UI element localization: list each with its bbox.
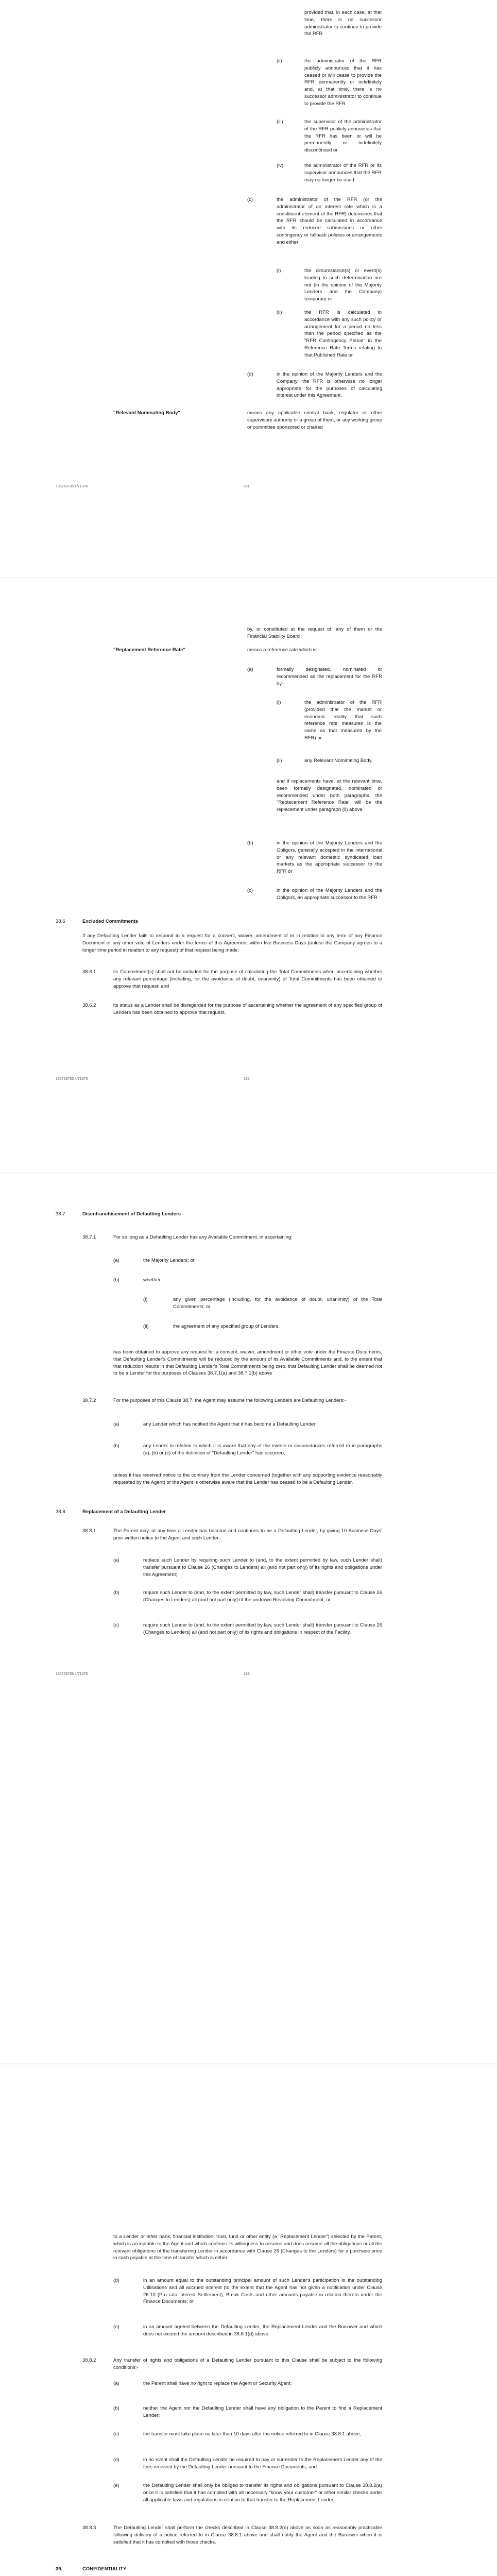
clause-ii: the administrator of the RFR publicly announces that it has ceased or will cease to provide the RFR permanently or indefinitely and, at that time, there is no successor administrator to continue to provide the RFR: [304, 58, 382, 107]
item-letter: (e): [113, 2483, 119, 2488]
item-letter: (b): [113, 1590, 119, 1596]
item-letter: (c): [247, 197, 253, 202]
subsection-tail: has been obtained to approve any request for a consent, waiver, amendment or other vote under the Finance Documents, that Defaulting Lender's Commitments will be reduced by the amount of its Available Commitments and, to the extent that that reduction results in that Defaulting Lender's Total Commitments being zero, that Defaulting Lender shall be deemed not to be a Lender for the purposes of Clauses 38.7.1(a) and 38.7.1(b) above: [113, 1349, 382, 1377]
item-letter: (c): [113, 1622, 119, 1628]
item-letter: (b): [113, 1277, 119, 1283]
page-break: [0, 577, 497, 578]
subsection-body: For the purposes of this Clause 38.7, the Agent may assume the following Lenders are Defaulting Lenders:-: [113, 1398, 347, 1403]
page-break: [0, 1172, 497, 1173]
item-letter: (d): [113, 2278, 119, 2283]
item-letter: (b): [247, 840, 253, 846]
item-number: (i): [143, 1297, 148, 1302]
item-letter: (d): [113, 2457, 119, 2463]
clause-d: in an amount equal to the outstanding principal amount of such Lender's participation in the outstanding Utilisations and all accrued interest (to the extent that the Agent has not given a notification under Clause 26.10 (Pro rata interest Settlement), Break Costs and other amounts payable in relation thereto under the Finance Documents; or: [143, 2278, 382, 2305]
clause-d: in no event shall the Defaulting Lender be required to pay or surrender to the Replacement Lender any of the fees received by the Defaulting Lender pursuant to the Finance Documents; and: [143, 2457, 382, 2470]
subsection-body: its status as a Lender shall be disregarded for the purpose of ascertaining whether the agreement of any specified group of Lenders has been obtained to approve that request.: [113, 1003, 382, 1015]
clause-a: any Lender which has notified the Agent that it has become a Defaulting Lender;: [143, 1421, 317, 1427]
clause-c: the transfer must take place no later than 10 days after the notice referred to in Clause 38.8.1 above;: [143, 2431, 362, 2437]
subsection-number: 38.8.2: [82, 2358, 96, 2363]
subsection-number: 38.6.1: [82, 969, 96, 975]
clause-a: the Majority Lenders; or: [143, 1258, 195, 1263]
clause-b: neither the Agent nor the Defaulting Lender shall have any obligation to the Parent to find a Replacement Lender;: [143, 2405, 382, 2418]
item-letter: (b): [113, 2405, 119, 2411]
subsection-body: The Parent may, at any time a Lender has become and continues to be a Defaulting Lender, by giving 10 Business Days' prior written notice to the Agent and such Lender:-: [113, 1528, 382, 1541]
definition-term: "Replacement Reference Rate": [113, 647, 185, 653]
item-number: (i): [277, 268, 281, 274]
page-number: 163: [244, 1672, 250, 1676]
clause-b-ii: the agreement of any specified group of Lenders,: [173, 1324, 280, 1329]
clause-a: the Parent shall have no right to replace the Agent or Security Agent;: [143, 2381, 292, 2386]
definition-text: means any applicable central bank, regulator or other supervisory authority or a group of them, or any working group or committee sponsored or chaired: [247, 410, 382, 430]
clause-iii: the supervisor of the administrator of the RFR publicly announces that the RFR has been or will be permanently or indefinitely discontinued or: [304, 119, 382, 154]
subsection-number: 38.8.1: [82, 1528, 96, 1534]
clause-b: whether:: [143, 1277, 162, 1283]
section-number: 38.7: [56, 1211, 65, 1217]
clause-c: in the opinion of the Majority Lenders and the Obligors, an appropriate successor to the RFR: [277, 888, 382, 901]
clause-a-ii: any Relevant Nominating Body,: [304, 758, 373, 764]
section-heading: Excluded Commitments: [82, 919, 139, 924]
page-break: [0, 2063, 497, 2064]
item-number: (ii): [277, 758, 282, 764]
subsection-body: The Defaulting Lender shall perform the checks described in Clause 38.8.2(e) above as soon as reasonably practicable following delivery of a notice referred to in Clause 38.8.1 above and shall notify the Agent and the Borrower when it is satisfied that it has complied with those checks.: [113, 2525, 382, 2545]
item-letter: (b): [113, 1443, 119, 1449]
footer-reference: 136763735.4/71376: [56, 485, 88, 488]
footer-reference: 136763735.4/71376: [56, 1077, 88, 1081]
clause-f-proviso: provided that, in each case, at that time, there is no successor administrator to continue to provide the RFR: [304, 10, 382, 37]
clause-c: the administrator of the RFR (or the administrator of an interest rate which is a constituent element of the RFR) determines that the RFR should be calculated in accordance with its reduced submissions or other contingency or fallback policies or arrangements and either:: [277, 197, 382, 245]
footer-reference: 136763735.4/71376: [56, 1672, 88, 1676]
item-number: (ii): [143, 1324, 149, 1329]
clause-a: formally designated, nominated or recommended as the replacement for the RFR by:-: [277, 667, 382, 687]
page-number: 161: [244, 485, 250, 488]
section-heading: Replacement of a Defaulting Lender: [82, 1509, 166, 1515]
clause-c: require such Lender to (and, to the extent permitted by law, such Lender shall) transfer pursuant to Clause 26 (Changes to Lenders) all (and not part only) of its rights and obligations in respect of the Facility,: [143, 1622, 382, 1635]
section-body: to a Lender or other bank, financial institution, trust, fund or other entity (a "Replacement Lender") selected by the Parent, which is acceptable to the Agent and which confirms its willingness to assume and does assume all the obligations or all the relevant obligations of the transferring Lender in accordance with Clause 26 (Changes to the Lenders) for a purchase price in cash payable at the time of transfer which is either:: [113, 2234, 382, 2261]
clause-b: in the opinion of the Majority Lenders and the Obligors, generally accepted in the international or any relevant domestic syndicated loan markets as the appropriate successor to the RFR or: [277, 840, 382, 875]
item-number: (i): [277, 700, 281, 705]
section-number: 39.: [56, 2566, 63, 2572]
clause-d: in the opinion of the Majority Lenders and the Company, the RFR is otherwise no longer appropriate for the purposes of calculating interest under this Agreement.: [277, 371, 382, 399]
item-number: (ii): [277, 310, 282, 315]
item-letter: (c): [247, 888, 253, 893]
clause-iv: the administrator of the RFR or its supervisor announces that the RFR may no longer be used: [304, 163, 382, 183]
clause-a-i: the administrator of the RFR (provided that the market or economic reality that such reference rate measures is the same as that measured by the RFR) or: [304, 700, 382, 741]
subsection-number: 38.7.2: [82, 1398, 96, 1403]
subsection-number: 38.6.2: [82, 1003, 96, 1008]
item-letter: (a): [113, 1258, 119, 1263]
item-letter: (d): [247, 371, 253, 377]
definition-text: means a reference rate which is:-: [247, 647, 320, 653]
item-letter: (a): [113, 1557, 119, 1563]
item-letter: (c): [113, 2431, 119, 2437]
item-letter: (a): [247, 667, 253, 672]
item-letter: (a): [113, 2381, 119, 2386]
clause-a-tail: and if replacements have, at the relevant time, been formally designated, nominated or recommended under both paragraphs, the "Replacement Reference Rate" will be the replacement under paragraph (ii) above: [277, 778, 382, 813]
item-number: (iv): [277, 163, 284, 168]
item-letter: (a): [113, 1421, 119, 1427]
page-number: 162: [244, 1077, 250, 1081]
clause-e: the Defaulting Lender shall only be obliged to transfer its rights and obligations pursuant to Clause 38.8.2(a) once it is satisfied that it has complied with all necessary "know your customer" or other similar checks under all applicable laws and regulations in relation to that transfer to the Replacement Lender.: [143, 2483, 382, 2503]
subsection-body: its Commitment(s) shall not be included for the purpose of calculating the Total Commitments when ascertaining whether any relevant percentage (including, for the avoidance of doubt, unanimity) of Total Commitments has been obtained to approve that request; and: [113, 969, 382, 989]
clause-a: replace such Lender by requiring such Lender to (and, to the extent permitted by law, such Lender shall) transfer pursuant to Clause 26 (Changes to Lenders) all (and not part only) of its rights and obligations under this Agreement;: [143, 1557, 382, 1578]
subsection-number: 38.8.3: [82, 2525, 96, 2531]
section-number: 38.6: [56, 919, 65, 924]
clause-e: in an amount agreed between the Defaulting Lender, the Replacement Lender and the Borrower and which does not exceed the amount described in 38.8.1(d) above.: [143, 2324, 382, 2337]
section-body: If any Defaulting Lender fails to respond to a request for a consent, waiver, amendment of or in relation to any term of any Finance Document or any other vote of Lenders under the terms of this Agreement within five Business Days (unless the Company agrees to a longer time period in relation to any request) of that request being made:: [82, 933, 382, 953]
section-heading: Disenfranchisement of Defaulting Lenders: [82, 1211, 181, 1217]
subsection-number: 38.7.1: [82, 1234, 96, 1240]
clause-b-i: any given percentage (including, for the avoidance of doubt, unanimity) of the Total Commitments; or: [173, 1297, 382, 1310]
item-letter: (e): [113, 2324, 119, 2330]
definition-term: "Relevant Nominating Body": [113, 410, 180, 416]
section-number: 38.8: [56, 1509, 65, 1515]
clause-c-ii: the RFR is calculated in accordance with any such policy or arrangement for a period no less than the period specified as the "RFR Contingency Period" in the Reference Rate Terms relating to that Published Rate or: [304, 310, 382, 358]
subsection-tail: unless it has received notice to the contrary from the Lender concerned (together with any supporting evidence reasonably requested by the Agent) or the Agent is otherwise aware that the Lender has ceased to be a Defaulting Lender.: [113, 1472, 382, 1485]
subsection-body: For so long as a Defaulting Lender has any Available Commitment, in ascertaining:: [113, 1234, 293, 1240]
item-number: (iii): [277, 119, 283, 125]
definition-continuation: by, or constituted at the request of, any of them or the Financial Stability Board: [247, 626, 382, 639]
clause-b: require such Lender to (and, to the extent permitted by law, such Lender shall) transfer pursuant to Clause 26 (Changes to Lenders) all (and not part only) of the undrawn Revolving Commitment; or: [143, 1590, 382, 1603]
item-number: (ii): [277, 58, 282, 64]
clause-c-i: the circumstance(s) or event(s) leading to such determination are not (in the opinion of the Majority Lenders and the Company) temporary or: [304, 268, 382, 302]
section-heading: CONFIDENTIALITY: [82, 2566, 127, 2572]
subsection-body: Any transfer of rights and obligations of a Defaulting Lender pursuant to this Clause shall be subject to the following conditions:-: [113, 2358, 382, 2370]
clause-b: any Lender in relation to which it is aware that any of the events or circumstances referred to in paragraphs (a), (b) or (c) of the definition of "Defaulting Lender" has occurred,: [143, 1443, 382, 1456]
